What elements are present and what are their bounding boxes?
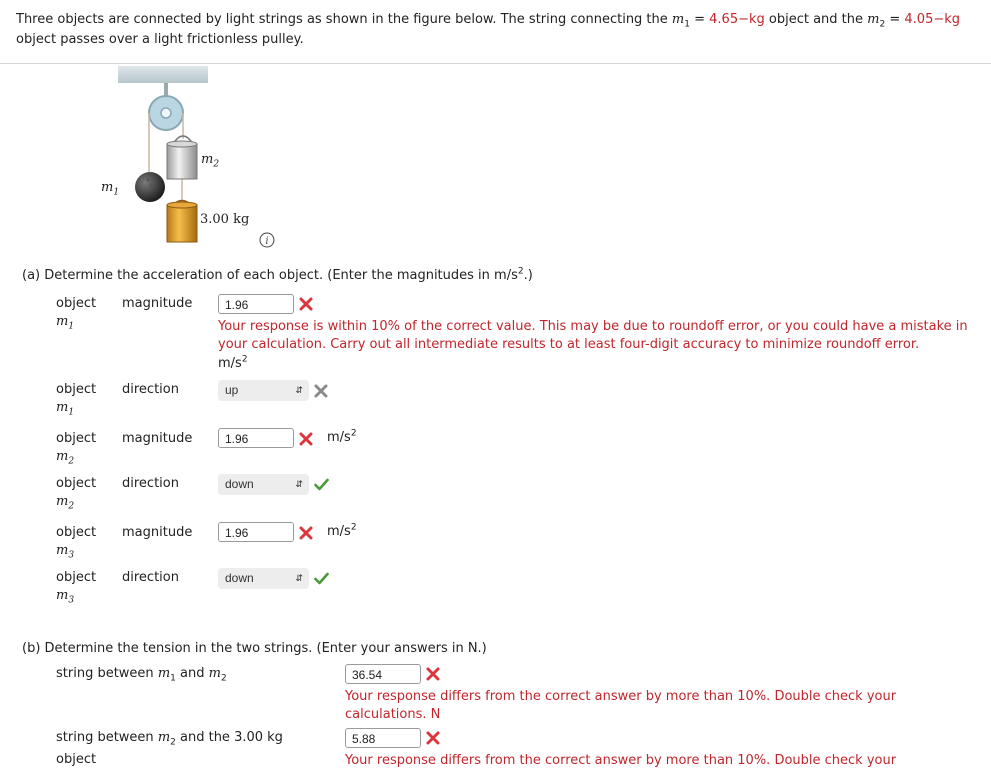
tension-2-label-cont: object	[56, 752, 97, 767]
m3-bucket	[167, 205, 197, 242]
row-m1-kind: magnitude	[122, 296, 193, 311]
row-m1-dir-object-label: object	[56, 382, 97, 397]
m1-magnitude-feedback: Your response is within 10% of the correct value. This may be due to roundoff error, or you could have a mistake in your calculation. Carry out all intermediate results to at least four-digit accuracy to minimize roundoff error.	[218, 319, 968, 352]
m1-direction-select[interactable]: up ⇵	[218, 380, 309, 401]
tension-2-label: string between $m_2$ and the 3.00 kg	[56, 730, 283, 748]
row-m3-dir-object-label: object	[56, 570, 97, 585]
row-m2-kind: magnitude	[122, 431, 193, 446]
row-m2-symbol: $m_2$	[56, 449, 75, 467]
part-b-prompt: (b) Determine the tension in the two strings. (Enter your answers in N.)	[22, 641, 487, 656]
m2-direction-select[interactable]: down ⇵	[218, 474, 309, 495]
tension-1-input[interactable]: 36.54	[345, 664, 421, 684]
tension-1-feedback: Your response differs from the correct answer by more than 10%. Double check your calculations. N	[345, 689, 897, 722]
chevron-updown-icon: ⇵	[295, 573, 303, 583]
ceiling	[118, 66, 208, 83]
row-m3-symbol: $m_3$	[56, 543, 75, 561]
row-m1-object-label: object	[56, 296, 97, 311]
m1-value: 4.65−kg	[709, 12, 765, 27]
tension-2-feedback: Your response differs from the correct answer by more than 10%. Double check your	[345, 753, 897, 768]
row-m2-dir-object-label: object	[56, 476, 97, 491]
tension-1-label: string between $m_1$ and $m_2$	[56, 666, 227, 684]
row-m1-dir-symbol: $m_1$	[56, 400, 75, 418]
incorrect-x-icon	[314, 384, 328, 398]
m3-magnitude-unit: $m/s^2$	[327, 522, 357, 539]
incorrect-x-icon	[299, 297, 313, 311]
m2-magnitude-unit: $m/s^2$	[327, 428, 357, 445]
incorrect-x-icon	[299, 432, 313, 446]
chevron-updown-icon: ⇵	[295, 479, 303, 489]
m2-value: 4.05−kg	[904, 12, 961, 27]
row-m3-kind: magnitude	[122, 525, 193, 540]
pulley-figure	[95, 66, 295, 250]
row-m1-symbol: $m_1$	[56, 314, 75, 332]
row-m3-dir-symbol: $m_3$	[56, 588, 75, 606]
figure-mass3-label: 3.00 kg	[200, 212, 250, 227]
tension-2-input[interactable]: 5.88	[345, 728, 421, 748]
correct-check-icon	[314, 478, 329, 491]
m1-ball	[135, 172, 165, 202]
figure-m2-label: $m_2$	[201, 152, 220, 170]
info-icon[interactable]	[259, 232, 275, 248]
chevron-updown-icon: ⇵	[295, 385, 303, 395]
header-divider	[0, 63, 991, 64]
m1-magnitude-unit: $m/s^2$	[218, 354, 248, 371]
question-intro: Three objects are connected by light strings as shown in the figure below. The string connecting the $m_1 = 4.65-kg$ object and the $m_2 = 4.05-kg$ object passes over a light frictionless pulley.	[16, 12, 961, 47]
incorrect-x-icon	[299, 526, 313, 540]
m2-magnitude-input[interactable]: 1.96	[218, 428, 294, 448]
m3-direction-select[interactable]: down ⇵	[218, 568, 309, 589]
row-m2-dir-kind: direction	[122, 476, 179, 491]
row-m3-object-label: object	[56, 525, 97, 540]
row-m2-object-label: object	[56, 431, 97, 446]
row-m2-dir-symbol: $m_2$	[56, 494, 75, 512]
m2-can	[167, 144, 197, 179]
row-m1-dir-kind: direction	[122, 382, 179, 397]
svg-text:i: i	[265, 236, 269, 247]
m1-magnitude-input[interactable]: 1.96	[218, 294, 294, 314]
correct-check-icon	[314, 572, 329, 585]
incorrect-x-icon	[426, 731, 440, 745]
row-m3-dir-kind: direction	[122, 570, 179, 585]
part-a-prompt: (a) Determine the acceleration of each object. (Enter the magnitudes in $m/s^2$.)	[22, 266, 533, 283]
incorrect-x-icon	[426, 667, 440, 681]
m1-symbol: m	[671, 12, 685, 27]
figure-m1-label: $m_1$	[101, 180, 120, 198]
m3-magnitude-input[interactable]: 1.96	[218, 522, 294, 542]
m2-symbol: m	[867, 12, 880, 27]
